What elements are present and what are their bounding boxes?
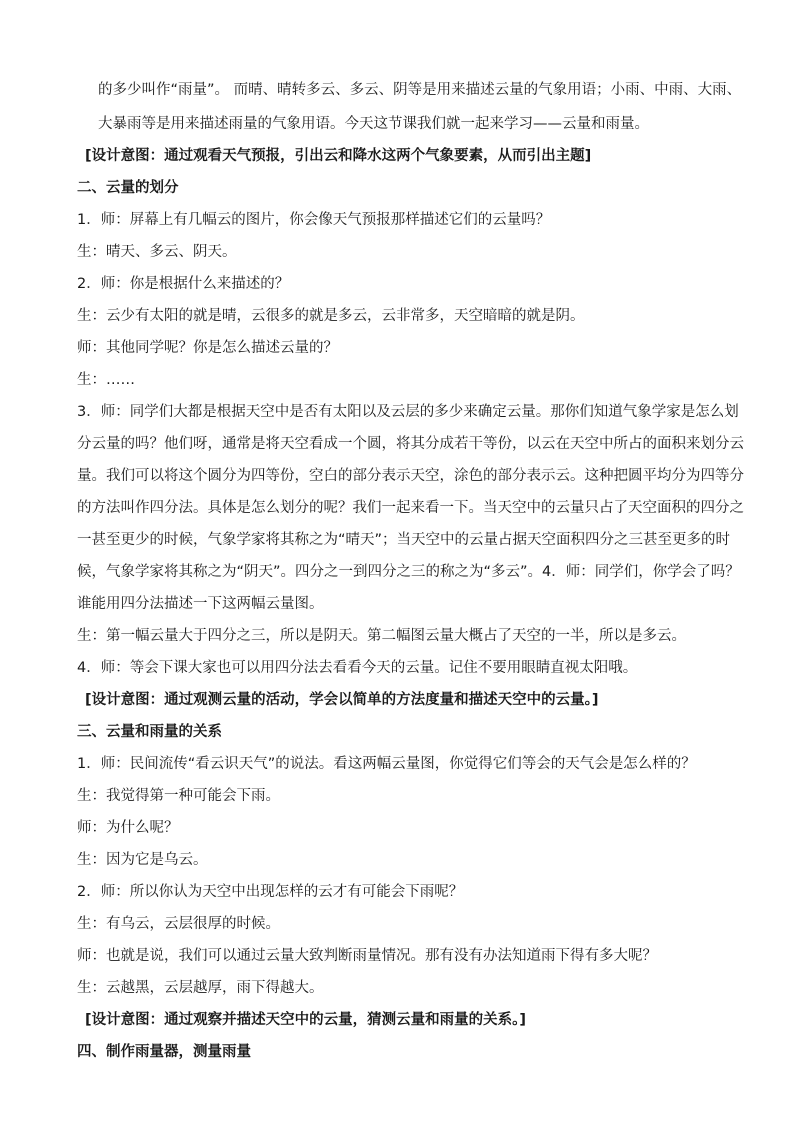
dialog-line: 生：云越黑，云层越厚，雨下得越大。 <box>77 980 324 996</box>
dialog-line: 1．师：民间流传“看云识天气”的说法。看这两幅云量图，你觉得它们等会的天气会是怎么样的？ <box>77 756 696 772</box>
dialog-line: 师：也就是说，我们可以通过云量大致判断雨量情况。那有没有办法知道雨下得有多大呢？ <box>77 948 657 964</box>
section-heading-2: 二、云量的划分 <box>77 180 179 196</box>
dialog-line: 4．师：等会下课大家也可以用四分法去看看今天的云量。记住不要用眼睛直视太阳哦。 <box>77 660 638 676</box>
dialog-line: 师：为什么呢？ <box>77 820 179 836</box>
design-intent-2: [设计意图：通过观测云量的活动，学会以简单的方法度量和描述天空中的云量。] <box>85 692 599 708</box>
design-intent-1: [设计意图：通过观看天气预报，引出云和降水这两个气象要素，从而引出主题] <box>85 148 592 164</box>
paragraph-line: 的方法叫作四分法。具体是怎么划分的呢？我们一起来看一下。当天空中的云量只占了天空面积的四分之 <box>77 500 744 516</box>
dialog-line: 1．师：屏幕上有几幅云的图片，你会像天气预报那样描述它们的云量吗？ <box>77 212 551 228</box>
dialog-line: 生：晴天、多云、阴天。 <box>77 244 237 260</box>
paragraph-line: 谁能用四分法描述一下这两幅云量图。 <box>77 596 324 612</box>
dialog-line: 2．师：所以你认为天空中出现怎样的云才有可能会下雨呢？ <box>77 884 464 900</box>
paragraph-line: 量。我们可以将这个圆分为四等份，空白的部分表示天空，涂色的部分表示云。这种把圆平均分为四等分 <box>77 468 744 484</box>
dialog-line: 生：我觉得第一种可能会下雨。 <box>77 788 280 804</box>
paragraph-line: 一甚至更少的时候，气象学家将其称之为“晴天”；当天空中的云量占据天空面积四分之三甚至更多的时 <box>77 532 731 548</box>
dialog-line: 生：…… <box>77 372 135 388</box>
section-heading-4: 四、制作雨量器，测量雨量 <box>77 1044 251 1060</box>
dialog-line: 生：云少有太阳的就是晴，云很多的就是多云，云非常多，天空暗暗的就是阴。 <box>77 308 585 324</box>
paragraph-line: 3．师：同学们大都是根据天空中是否有太阳以及云层的多少来确定云量。那你们知道气象学家是怎么划 <box>77 404 739 420</box>
dialog-line: 生：有乌云，云层很厚的时候。 <box>77 916 280 932</box>
paragraph-line: 候，气象学家将其称之为“阴天”。四分之一到四分之三的称之为“多云”。4．师：同学们，你学会了吗？ <box>77 564 740 580</box>
dialog-line: 生：第一幅云量大于四分之三，所以是阴天。第二幅图云量大概占了天空的一半，所以是多云。 <box>77 628 686 644</box>
dialog-line: 生：因为它是乌云。 <box>77 852 208 868</box>
section-heading-3: 三、云量和雨量的关系 <box>77 724 222 740</box>
dialog-line: 2．师：你是根据什么来描述的？ <box>77 276 290 292</box>
intro-line-2: 大暴雨等是用来描述雨量的气象用语。今天这节课我们就一起来学习——云量和雨量。 <box>98 116 649 132</box>
dialog-line: 师：其他同学呢？你是怎么描述云量的？ <box>77 340 338 356</box>
paragraph-line: 分云量的吗？他们呀，通常是将天空看成一个圆，将其分成若干等份，以云在天空中所占的面积来划分云 <box>77 436 744 452</box>
intro-line-1: 的多少叫作“雨量”。 而晴、晴转多云、多云、阴等是用来描述云量的气象用语；小雨、中雨、大雨、 <box>98 82 742 98</box>
design-intent-3: [设计意图：通过观察并描述天空中的云量，猜测云量和雨量的关系。] <box>85 1012 527 1028</box>
